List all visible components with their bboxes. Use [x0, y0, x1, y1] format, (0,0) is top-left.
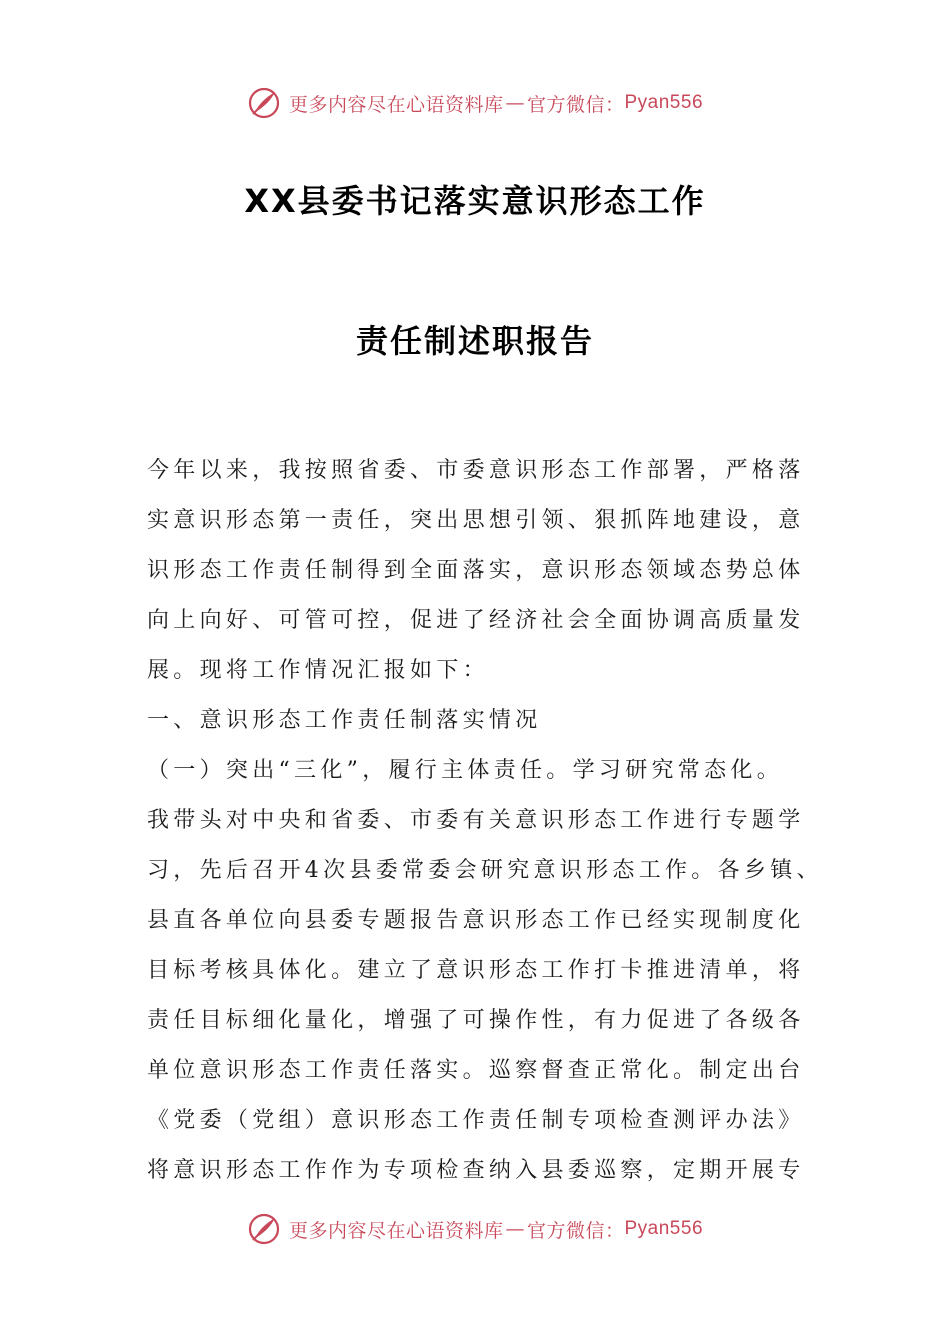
body-line: 识形态工作责任制得到全面落实，意识形态领域态势总体	[147, 558, 805, 583]
body-line: 责任目标细化量化，增强了可操作性，有力促进了各级各	[147, 1008, 805, 1033]
body-line: 单位意识形态工作责任落实。巡察督查正常化。制定出台	[147, 1058, 805, 1083]
body-line: 我带头对中央和省委、市委有关意识形态工作进行专题学	[147, 808, 805, 833]
document-body	[147, 446, 823, 1196]
body-line: 今年以来，我按照省委、市委意识形态工作部署，严格落	[147, 458, 805, 483]
watermark-brand-text: 更多内容尽在心语资料库	[288, 1219, 504, 1242]
document-title-line-2: 责任制述职报告	[355, 322, 594, 360]
watermark-separator: —	[505, 92, 525, 114]
body-line: 习，先后召开4次县委常委会研究意识形态工作。各乡镇、	[147, 858, 823, 883]
watermark-wechat-id: Pyan556	[624, 92, 704, 113]
body-line: 目标考核具体化。建立了意识形态工作打卡推进清单，将	[147, 958, 805, 983]
body-line: 县直各单位向县委专题报告意识形态工作已经实现制度化	[147, 908, 805, 933]
watermark-banner-bottom	[0, 1212, 950, 1246]
body-line: 向上向好、可管可控，促进了经济社会全面协调高质量发	[147, 608, 805, 633]
watermark-brand-text: 更多内容尽在心语资料库	[288, 93, 504, 116]
body-line: 《党委（党组）意识形态工作责任制专项检查测评办法》	[147, 1108, 805, 1133]
document-title-line-1: XX县委书记落实意识形态工作	[244, 182, 706, 220]
watermark-separator: —	[505, 1218, 525, 1240]
watermark-wechat-label: 官方微信：	[526, 93, 625, 116]
body-line: 将意识形态工作作为专项检查纳入县委巡察，定期开展专	[147, 1158, 805, 1183]
watermark-wechat-label: 官方微信：	[526, 1219, 625, 1242]
body-line: 实意识形态第一责任，突出思想引领、狠抓阵地建设，意	[147, 508, 805, 533]
watermark-banner-top	[0, 86, 950, 120]
quill-logo-icon	[247, 86, 281, 120]
body-line: 展。现将工作情况汇报如下：	[147, 658, 489, 683]
quill-logo-icon	[247, 1212, 281, 1246]
body-line: （一）突出“三化”，履行主体责任。学习研究常态化。	[147, 758, 783, 783]
section-heading: 一、意识形态工作责任制落实情况	[147, 708, 542, 733]
watermark-wechat-id: Pyan556	[624, 1218, 704, 1239]
